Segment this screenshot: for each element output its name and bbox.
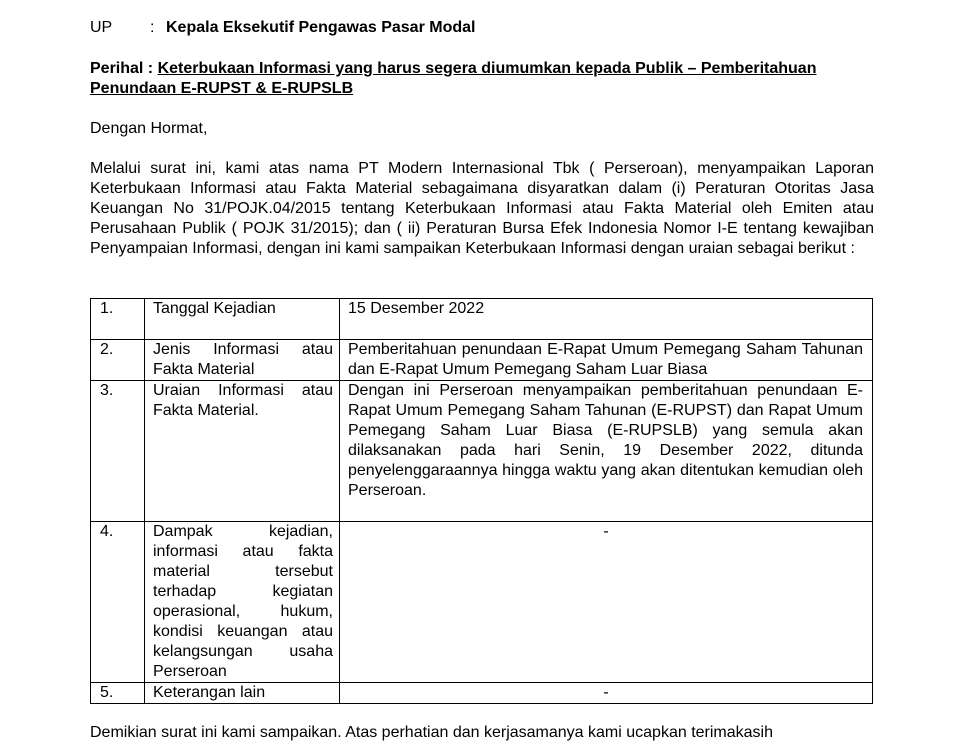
table-row — [91, 522, 873, 683]
perihal-label: Perihal : — [90, 60, 154, 77]
row-value: 15 Desember 2022 — [340, 299, 873, 340]
row-label: Tanggal Kejadian — [145, 299, 340, 340]
up-label: UP — [90, 19, 113, 36]
perihal-line — [90, 59, 876, 99]
disclosure-table — [90, 298, 873, 704]
row-label: Jenis Informasi atau Fakta Material — [145, 340, 340, 381]
table-row — [91, 340, 873, 381]
up-recipient: Kepala Eksekutif Pengawas Pasar Modal — [166, 19, 476, 36]
up-colon: : — [150, 19, 155, 36]
greeting: Dengan Hormat, — [90, 120, 208, 137]
row-number: 2. — [91, 340, 145, 381]
row-number: 4. — [91, 522, 145, 683]
table-row — [91, 381, 873, 522]
row-number: 5. — [91, 683, 145, 704]
row-label: Uraian Informasi atau Fakta Material. — [145, 381, 340, 522]
row-value: - — [340, 683, 873, 704]
perihal-subject: Keterbukaan Informasi yang harus segera diumumkan kepada Publik – Pemberitahuan Penundaan E-RUPST & E-RUPSLB — [90, 60, 817, 97]
closing-sentence: Demikian surat ini kami sampaikan. Atas perhatian dan kerjasamanya kami ucapkan terimakasih — [90, 724, 773, 741]
row-value: - — [340, 522, 873, 683]
row-value: Dengan ini Perseroan menyampaikan pemberitahuan penundaan E-Rapat Umum Pemegang Saham Tahunan (E-RUPST) dan Rapat Umum Pemegang Saham Luar Biasa (E-RUPSLB) yang semula akan dilaksanakan pada hari Senin, 19 Desember 2022, ditunda penyelenggaraannya hingga waktu yang akan ditentukan kemudian oleh Perseroan. — [340, 381, 873, 522]
table-row — [91, 683, 873, 704]
intro-paragraph: Melalui surat ini, kami atas nama PT Modern Internasional Tbk ( Perseroan), menyampaikan Laporan Keterbukaan Informasi atau Fakta Material sebagaimana disyaratkan dalam (i) Peraturan Otoritas Jasa Keuangan No 31/POJK.04/2015 tentang Keterbukaan Informasi atau Fakta Material oleh Emiten atau Perusahaan Publik ( POJK 31/2015); dan ( ii) Peraturan Bursa Efek Indonesia Nomor I-E tentang kewajiban Penyampaian Informasi, dengan ini kami sampaikan Keterbukaan Informasi dengan uraian sebagai berikut : — [90, 160, 874, 257]
row-number: 3. — [91, 381, 145, 522]
row-value: Pemberitahuan penundaan E-Rapat Umum Pemegang Saham Tahunan dan E-Rapat Umum Pemegang Saham Luar Biasa — [340, 340, 873, 381]
row-label: Dampak kejadian, informasi atau fakta material tersebut terhadap kegiatan operasional, hukum, kondisi keuangan atau kelangsungan usaha Perseroan — [145, 522, 340, 683]
table-row — [91, 299, 873, 340]
row-label: Keterangan lain — [145, 683, 340, 704]
row-number: 1. — [91, 299, 145, 340]
